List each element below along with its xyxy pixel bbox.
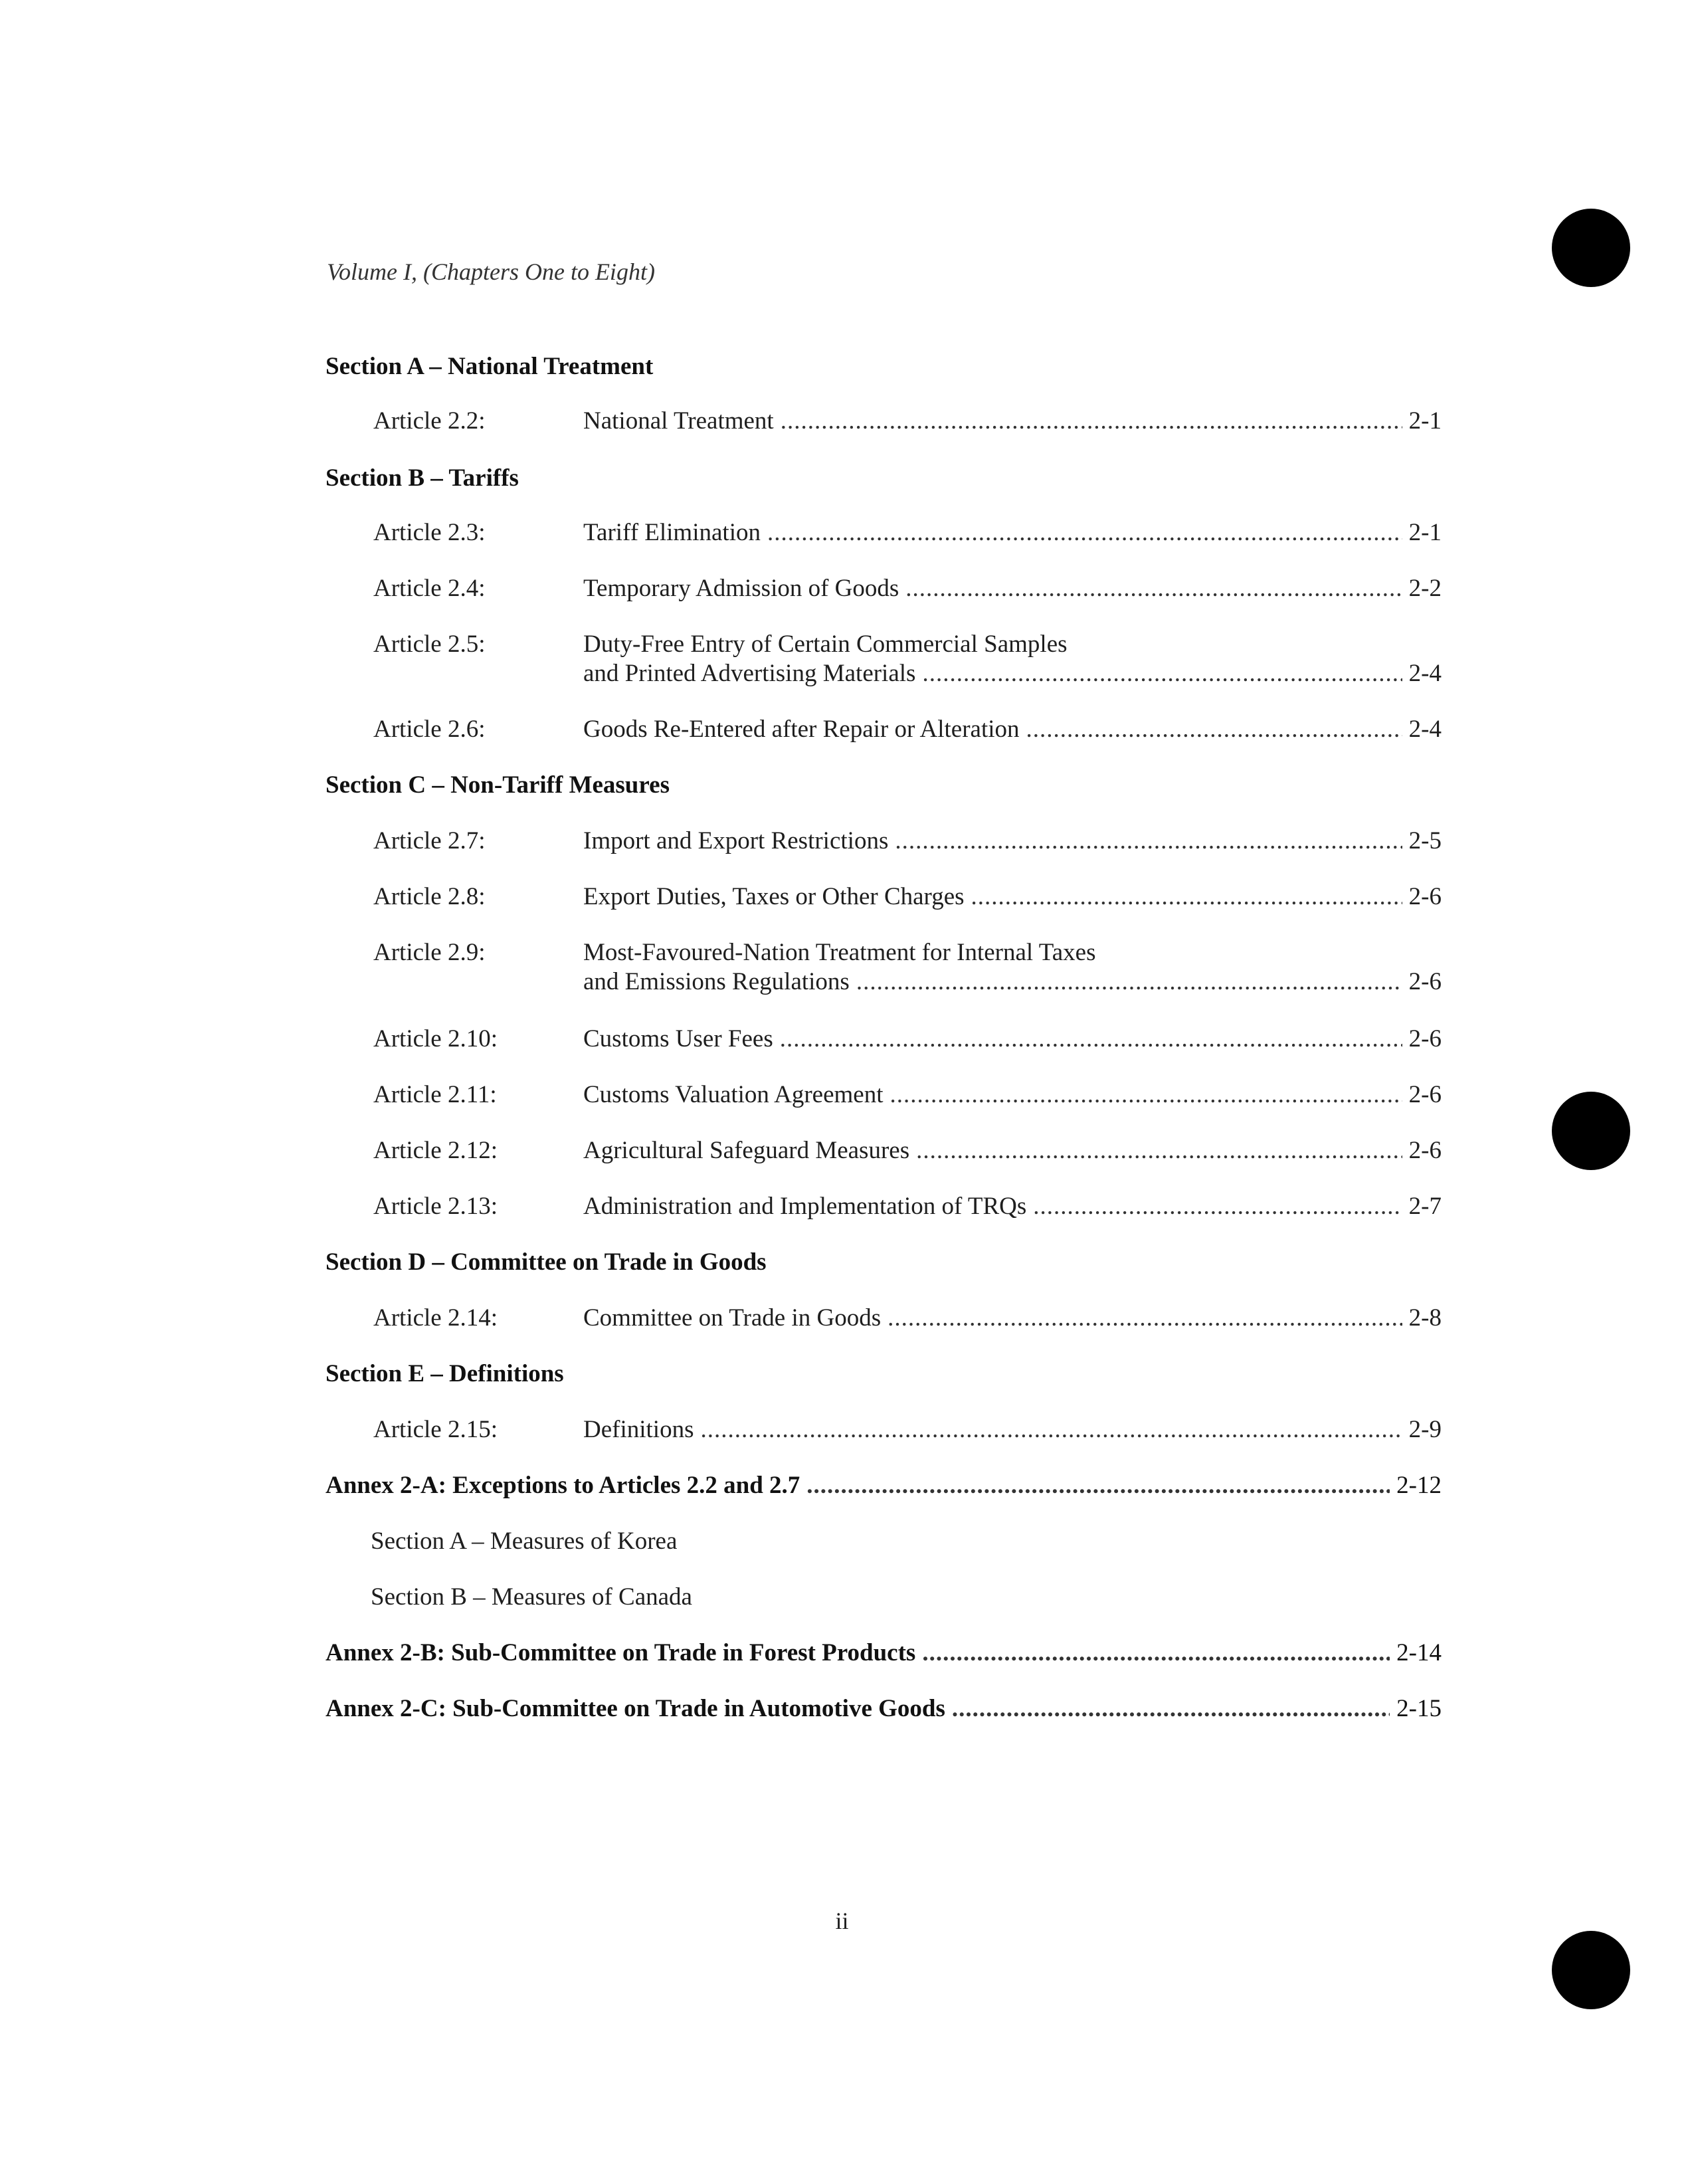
page-number: 2-9 bbox=[1408, 1416, 1442, 1443]
article-number: Article 2.6: bbox=[373, 716, 486, 743]
page-number: 2-1 bbox=[1408, 519, 1442, 546]
section-e-heading: Section E – Definitions bbox=[326, 1360, 564, 1387]
leader-dots bbox=[895, 827, 1402, 856]
article-number: Article 2.14: bbox=[373, 1304, 498, 1332]
article-title: Import and Export Restrictions bbox=[583, 827, 889, 854]
annex-subsection-title: Section A – Measures of Korea bbox=[371, 1528, 678, 1555]
section-b-heading: Section B – Tariffs bbox=[326, 464, 519, 492]
article-number: Article 2.13: bbox=[373, 1193, 498, 1220]
article-title: Committee on Trade in Goods bbox=[583, 1304, 882, 1332]
article-title: Agricultural Safeguard Measures bbox=[583, 1137, 910, 1164]
toc-entry-annex-2c[interactable] bbox=[326, 1694, 1442, 1724]
leader-dots bbox=[971, 882, 1402, 912]
page-number: 2-4 bbox=[1408, 716, 1442, 743]
article-title-line2: and Emissions Regulations bbox=[583, 968, 850, 995]
article-title: Definitions bbox=[583, 1416, 694, 1443]
leader-dots bbox=[888, 1304, 1402, 1333]
page-number: 2-14 bbox=[1396, 1639, 1442, 1666]
page-number: 2-6 bbox=[1408, 1137, 1442, 1164]
annex-title: Annex 2-C: Sub-Committee on Trade in Automotive Goods bbox=[326, 1695, 945, 1722]
article-title: Temporary Admission of Goods bbox=[583, 575, 899, 602]
article-number: Article 2.3: bbox=[373, 519, 486, 546]
article-title: National Treatment bbox=[583, 407, 774, 435]
punch-hole-middle bbox=[1552, 1092, 1630, 1170]
leader-dots bbox=[922, 1638, 1390, 1668]
leader-dots bbox=[1033, 1192, 1402, 1221]
page-number: 2-12 bbox=[1396, 1472, 1442, 1499]
annex-title: Annex 2-A: Exceptions to Articles 2.2 and 2.7 bbox=[326, 1472, 800, 1499]
leader-dots bbox=[856, 967, 1402, 997]
page-number: 2-6 bbox=[1408, 883, 1442, 910]
section-d-heading: Section D – Committee on Trade in Goods bbox=[326, 1248, 767, 1276]
article-title: Administration and Implementation of TRQs bbox=[583, 1193, 1027, 1220]
article-number: Article 2.9: bbox=[373, 939, 486, 966]
leader-dots bbox=[700, 1415, 1402, 1444]
leader-dots bbox=[890, 1080, 1402, 1110]
page-number: 2-5 bbox=[1408, 827, 1442, 854]
article-number: Article 2.5: bbox=[373, 631, 486, 658]
leader-dots bbox=[952, 1694, 1390, 1724]
article-title: Goods Re-Entered after Repair or Alteration bbox=[583, 716, 1020, 743]
leader-dots bbox=[806, 1471, 1390, 1500]
section-a-heading: Section A – National Treatment bbox=[326, 353, 654, 380]
article-number: Article 2.8: bbox=[373, 883, 486, 910]
leader-dots bbox=[780, 1025, 1402, 1054]
article-title-line2: and Printed Advertising Materials bbox=[583, 660, 916, 687]
page-number: 2-1 bbox=[1408, 407, 1442, 435]
page-number: 2-6 bbox=[1408, 968, 1442, 995]
article-number: Article 2.7: bbox=[373, 827, 486, 854]
annex-title: Annex 2-B: Sub-Committee on Trade in Forest Products bbox=[326, 1639, 916, 1666]
article-title: Customs User Fees bbox=[583, 1025, 773, 1052]
leader-dots bbox=[1026, 715, 1402, 744]
page-number: 2-6 bbox=[1408, 1081, 1442, 1108]
punch-hole-bottom bbox=[1552, 1931, 1630, 2009]
section-c-heading: Section C – Non-Tariff Measures bbox=[326, 771, 670, 799]
page-number: 2-2 bbox=[1408, 575, 1442, 602]
article-title-line1: Most-Favoured-Nation Treatment for Internal Taxes bbox=[583, 939, 1096, 966]
toc-entry-annex-2a[interactable] bbox=[326, 1471, 1442, 1500]
toc-entry-annex-2b[interactable] bbox=[326, 1638, 1442, 1668]
page-number: 2-15 bbox=[1396, 1695, 1442, 1722]
leader-dots bbox=[781, 407, 1402, 436]
article-title: Customs Valuation Agreement bbox=[583, 1081, 884, 1108]
volume-header: Volume I, (Chapters One to Eight) bbox=[327, 258, 655, 285]
article-title: Export Duties, Taxes or Other Charges bbox=[583, 883, 965, 910]
article-title-line1: Duty-Free Entry of Certain Commercial Samples bbox=[583, 631, 1068, 658]
page-number: 2-8 bbox=[1408, 1304, 1442, 1332]
article-number: Article 2.15: bbox=[373, 1416, 498, 1443]
page-number: 2-6 bbox=[1408, 1025, 1442, 1052]
article-number: Article 2.4: bbox=[373, 575, 486, 602]
leader-dots bbox=[922, 659, 1402, 688]
article-number: Article 2.2: bbox=[373, 407, 486, 435]
article-number: Article 2.12: bbox=[373, 1137, 498, 1164]
annex-subsection-title: Section B – Measures of Canada bbox=[371, 1583, 692, 1611]
page-number: 2-7 bbox=[1408, 1193, 1442, 1220]
leader-dots bbox=[916, 1136, 1402, 1165]
page-folio: ii bbox=[835, 1908, 849, 1934]
leader-dots bbox=[905, 574, 1402, 603]
punch-hole-top bbox=[1552, 209, 1630, 287]
article-number: Article 2.11: bbox=[373, 1081, 497, 1108]
page-number: 2-4 bbox=[1408, 660, 1442, 687]
article-title: Tariff Elimination bbox=[583, 519, 761, 546]
article-number: Article 2.10: bbox=[373, 1025, 498, 1052]
leader-dots bbox=[767, 518, 1402, 547]
